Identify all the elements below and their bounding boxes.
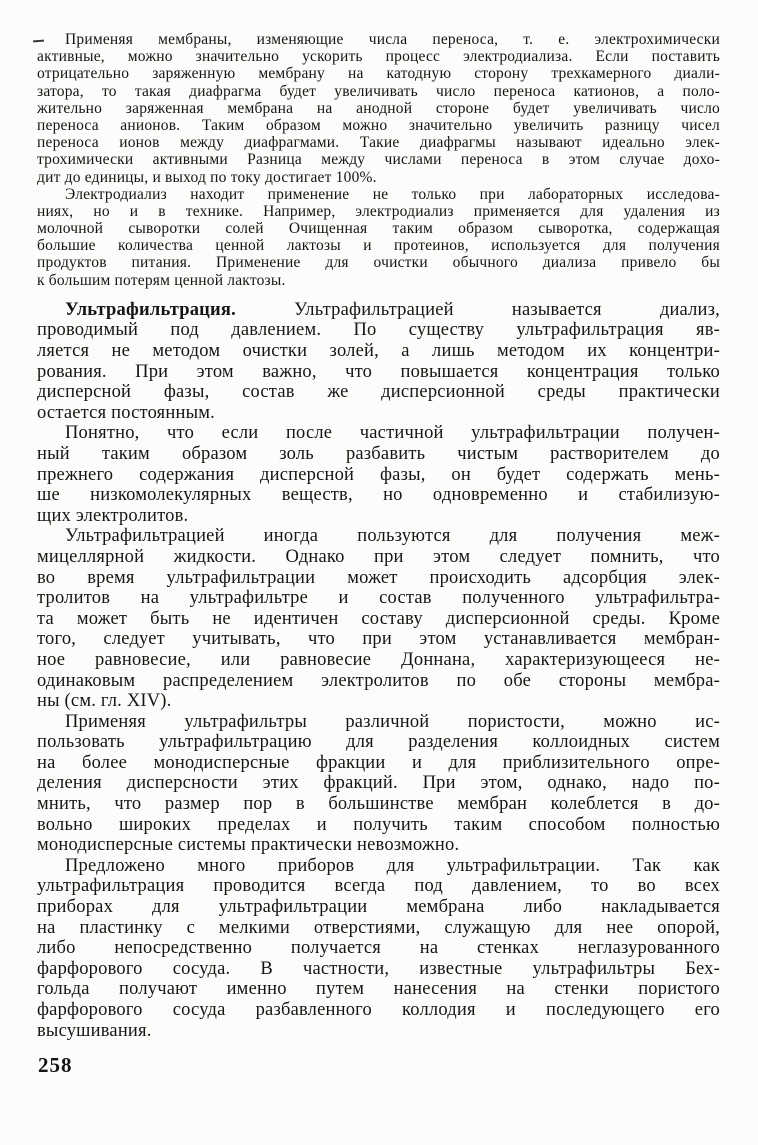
text-line: мицеллярной жидкости. Однако при этом следует помнить, что: [37, 546, 720, 567]
text-line: пользовать ультрафильтрацию для разделения коллоидных систем: [37, 732, 720, 753]
paragraph: [37, 856, 720, 1041]
paragraph: [37, 526, 720, 711]
text-line: на пластинку с мелкими отверстиями, служащую для нее опорой,: [37, 917, 720, 938]
text-line: ны (см. гл. XIV).: [37, 691, 172, 712]
text-line: ше низкомолекулярных веществ, но одновременно и стабилизую-: [37, 485, 720, 506]
text-line: дисперсной фазы, состав же дисперсионной среды практически: [37, 382, 720, 403]
text-line: гольда получают именно путем нанесения на стенки пористого: [37, 979, 720, 1000]
paragraph: [37, 712, 720, 856]
text-line: молочной сыворотки солей Очищенная таким образом сыворотка, содержащая: [37, 220, 720, 238]
text-line: Применяя мембраны, изменяющие числа переноса, т. е. электрохимически: [65, 31, 720, 48]
text-line: Электродиализ находит применение не только при лабораторных исследова-: [65, 185, 720, 203]
text-line: ное равновесие, или равновесие Доннана, характеризующееся не-: [37, 649, 720, 670]
section-heading: Ультрафильтрация.: [65, 299, 236, 320]
text-line: прежнего содержания дисперсной фазы, он будет содержать мень-: [37, 464, 720, 485]
text-line: фарфорового сосуда. В частности, известные ультрафильтры Бех-: [37, 958, 720, 979]
text-line: того, следует учитывать, что при этом устанавливается мембран-: [37, 629, 720, 650]
text-block: [37, 31, 720, 1041]
text-line: трохимически активными Разница между числами переноса в этом случае дохо-: [37, 151, 720, 169]
text-line: ультрафильтрация проводится всегда под давлением, то во всех: [37, 876, 720, 897]
text-line: либо непосредственно получается на стенках неглазурованного: [37, 938, 720, 959]
page-number: 258: [38, 1053, 73, 1077]
text-line: большие количества ценной лактозы и протеинов, используется для получения: [37, 237, 720, 255]
text-line: ниях, но и в технике. Например, электродиализ применяется для удаления из: [37, 202, 720, 220]
text-line: проводимый под давлением. По существу ультрафильтрация яв-: [37, 320, 720, 341]
text-line: продуктов питания. Применение для очистки обычного диализа привело бы: [37, 254, 720, 272]
text-line: та может быть не идентичен составу дисперсионной среды. Кроме: [37, 608, 720, 629]
text-line: Применяя ультрафильтры различной пористости, можно ис-: [65, 711, 720, 732]
text-line: жительно заряженная мембрана на анодной стороне будет увеличивать число: [37, 99, 720, 117]
text-line: ный таким образом золь разбавить чистым растворителем до: [37, 443, 720, 464]
text-line: ляется не методом очистки золей, а лишь методом их концентри-: [37, 341, 720, 361]
text-line: на более монодисперсные фракции и для приблизительного опре-: [37, 752, 720, 773]
text-line: мнить, что размер пор в большинстве мембран колеблется в до-: [37, 794, 720, 815]
text-line: Ультрафильтрацией иногда пользуются для получения меж-: [65, 526, 720, 547]
text-line: остается постоянным.: [37, 402, 215, 423]
text-line: приборах для ультрафильтрации мембрана либо накладывается: [37, 897, 720, 918]
paragraph: [37, 423, 720, 526]
text-line: отрицательно заряженную мембрану на катодную сторону трехкамерного диали-: [37, 65, 720, 83]
text-line: дит до единицы, и выход по току достигает 100%.: [37, 168, 377, 186]
text-line: деления дисперсности этих фракций. При этом, однако, надо по-: [37, 773, 720, 794]
paragraph: [37, 300, 720, 424]
text-line: одинаковым распределением электролитов по обе стороны мембра-: [37, 670, 720, 691]
text-line: рования. При этом важно, что повышается концентрация только: [37, 361, 720, 382]
text-line: вольно широких пределах и получить таким способом полностью: [37, 814, 720, 835]
text-line: фарфорового сосуда разбавленного коллодия и последующего его: [37, 1000, 720, 1020]
text-line: переноса анионов. Таким образом можно значительно увеличить разницу чисел: [37, 116, 720, 134]
text-line: Предложено много приборов для ультрафильтрации. Так как: [65, 855, 720, 876]
text-line: щих электролитов.: [37, 505, 189, 526]
paragraph: [37, 31, 720, 186]
paragraph: [37, 186, 720, 289]
text-line: тролитов на ультрафильтре и состав полученного ультрафильтра-: [37, 588, 720, 609]
text-line: Понятно, что если после частичной ультрафильтрации получен-: [65, 423, 720, 444]
text-line: высушивания.: [37, 1020, 152, 1041]
text-line: затора, то такая диафрагма будет увеличивать число переноса катионов, а поло-: [37, 82, 720, 100]
text-line: во время ультрафильтрации может происходить адсорбция элек-: [37, 567, 720, 588]
text-line: монодисперсные системы практически невозможно.: [37, 835, 460, 856]
text-line: переноса ионов между диафрагмами. Такие диафрагмы называют идеально элек-: [37, 134, 720, 152]
text-line: активные, можно значительно ускорить процесс электродиализа. Если поставить: [37, 48, 720, 66]
text-line: к большим потерям ценной лактозы.: [37, 271, 286, 289]
text-line: Ультрафильтрация. Ультрафильтрацией называется диализ,: [65, 299, 720, 320]
